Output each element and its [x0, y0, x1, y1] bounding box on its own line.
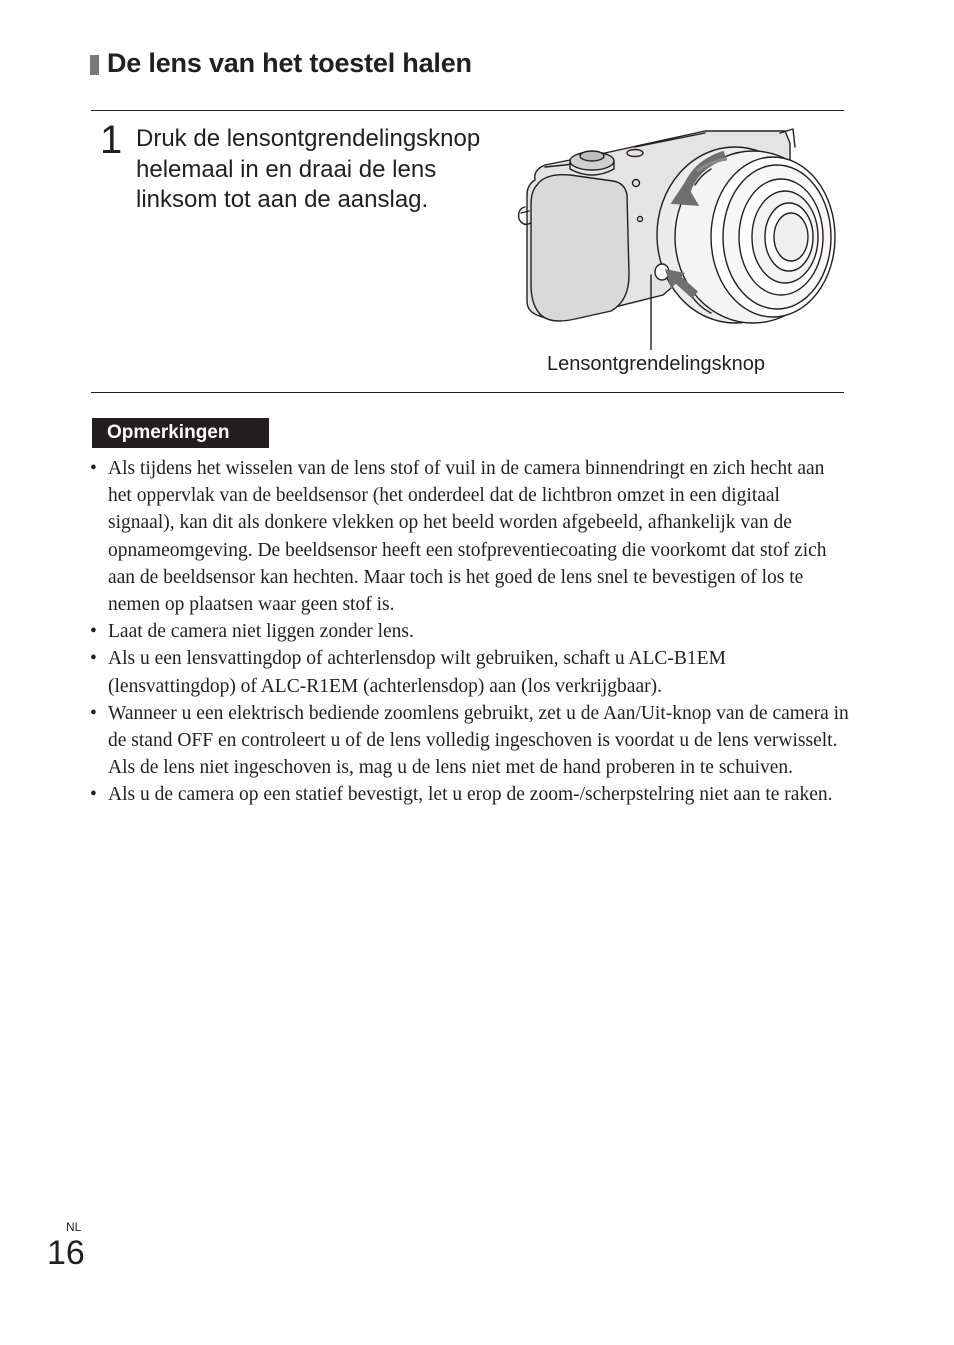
notes-heading: Opmerkingen: [92, 418, 269, 448]
bottom-divider: [91, 392, 844, 393]
bullet-icon: •: [90, 458, 97, 479]
bullet-icon: •: [90, 621, 97, 643]
section-title-text: De lens van het toestel halen: [107, 48, 472, 78]
note-text: Als tijdens het wisselen van de lens stof of vuil in de camera binnendringt en zich hecht aan het oppervlak van de beeldsensor (het onderdeel dat de lichtbron omzet in een digitaal signaal), kan dit als donkere vlekken op het beeld worden afgebeeld, afhankelijk van de opnameomgeving. De beeldsensor heeft een stofpreventiecoating die voorkomt dat stof zich aan de beeldsensor kan hechten. Maar toch is het goed de lens snel te bevestigen of los te nemen op plaatsen waar geen stof is.: [108, 458, 827, 616]
step-number: 1: [100, 118, 123, 162]
note-text: Laat de camera niet liggen zonder lens.: [108, 621, 414, 643]
note-item: [90, 645, 850, 699]
note-item: [90, 455, 850, 618]
note-text: Als u een lensvattingdop of achterlensdop wilt gebruiken, schaft u ALC-B1EM (lensvattingdop) of ALC-R1EM (achterlensdop) aan (los verkrijgbaar).: [108, 648, 726, 697]
note-text: Als u de camera op een statief bevestigt, let u erop de zoom-/scherpstelring niet aan te raken.: [108, 784, 833, 806]
section-marker-icon: [90, 55, 99, 75]
lens-release-button-label: Lensontgrendelingsknop: [547, 353, 765, 375]
note-item: [90, 781, 850, 808]
section-title: [90, 48, 472, 79]
note-item: [90, 618, 850, 645]
note-text: Wanneer u een elektrisch bediende zoomlens gebruikt, zet u de Aan/Uit-knop van de camera in de stand OFF en controleert u of de lens volledig ingeschoven is voordat u de lens verwisselt. Als de lens niet ingeschoven is, mag u de lens niet met de hand proberen in te schuiven.: [108, 702, 849, 779]
step-instruction: Druk de lensontgrendelingsknop helemaal in en draai de lens linksom tot aan de aanslag.: [136, 125, 481, 213]
top-divider: [91, 110, 844, 111]
notes-list: [90, 455, 850, 809]
page-number: 16: [47, 1234, 85, 1272]
bullet-icon: •: [90, 702, 97, 724]
bullet-icon: •: [90, 784, 97, 806]
note-item: [90, 700, 850, 782]
language-code: NL: [66, 1220, 82, 1234]
camera-lens-illustration: [515, 125, 840, 350]
bullet-icon: •: [90, 648, 97, 670]
